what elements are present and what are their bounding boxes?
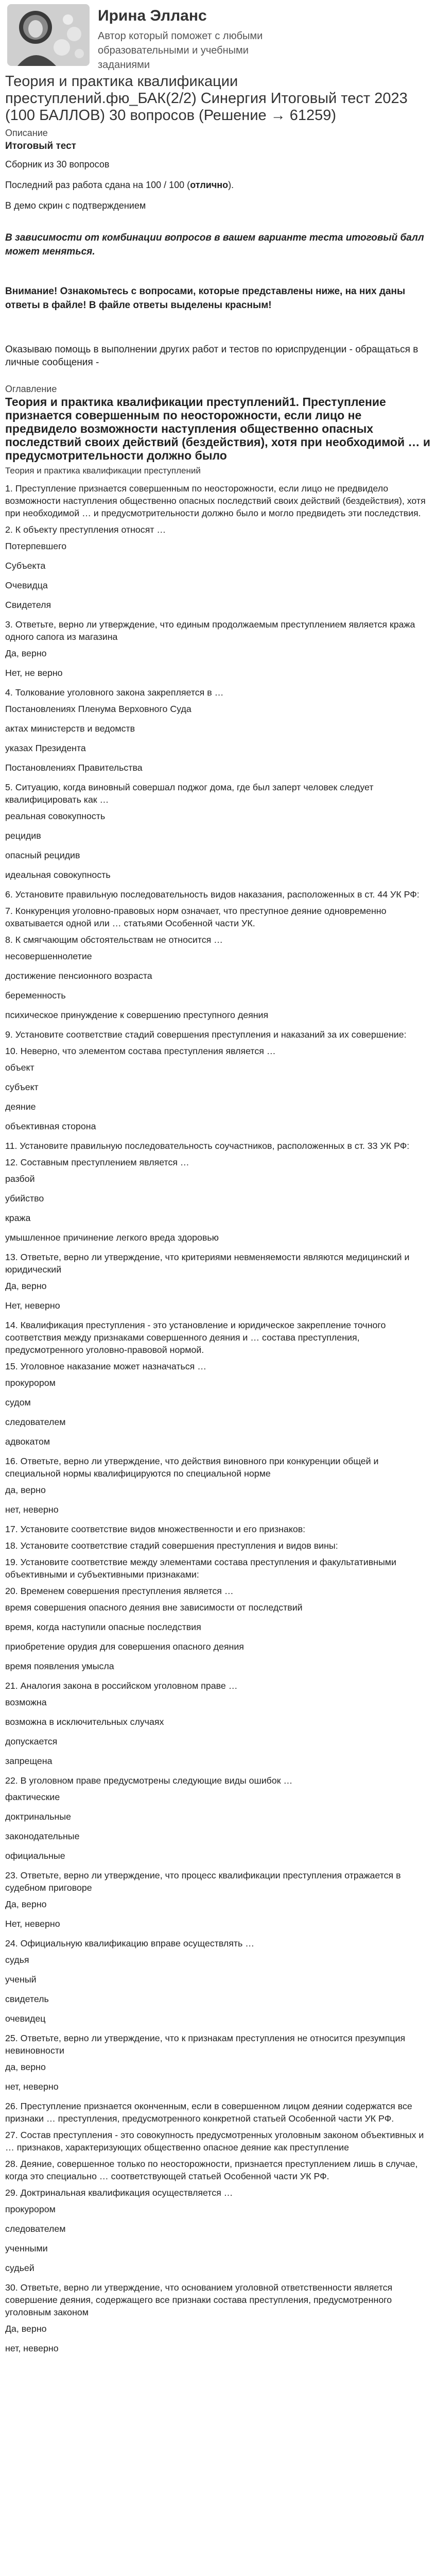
- document-content: [0, 73, 436, 2354]
- answer-option: Свидетеля: [5, 600, 51, 610]
- question-text: 29. Доктринальная квалификация осуществляется …: [5, 2188, 233, 2198]
- answer-option: Да, верно: [5, 648, 47, 658]
- last-pass-prefix: Последний раз работа сдана на 100 / 100 (: [5, 180, 190, 190]
- question-text: 27. Состав преступления - это совокупность предусмотренных уголовным законом объективных и … признаков, характеризующих общественно опасное деяние как преступление: [5, 2130, 424, 2153]
- answer-option: Постановлениях Правительства: [5, 762, 143, 773]
- last-pass-suffix: ).: [228, 180, 234, 190]
- answer-option: доктринальные: [5, 1811, 72, 1822]
- main-heading: Теория и практика квалификации преступлений1. Преступление признается совершенным по неосторожности, если лицо не предвидело возможности наступления общественно опасных последствий своих действий (бездействия), хотя при необходимой … и предусмотрительности должно было: [5, 395, 431, 462]
- answer-option: Нет, неверно: [5, 1919, 60, 1929]
- question-text: 30. Ответьте, верно ли утверждение, что основанием уголовной ответственности является совершение деяния, содержащего все признаки состава преступления, предусмотренного уголовным законом: [5, 2282, 393, 2317]
- question-text: 9. Установите соответствие стадий совершения преступления и наказаний за их совершение:: [5, 1029, 407, 1040]
- answer-option: свидетель: [5, 1994, 49, 2004]
- answer-option: Да, верно: [5, 1281, 47, 1291]
- answer-option: адвокатом: [5, 1436, 50, 1447]
- description-label: Описание: [5, 128, 48, 138]
- answer-option: деяние: [5, 1101, 36, 1112]
- question-text: 14. Квалификация преступления - это установление и юридическое закрепление точного соответствия между признаками совершенного деяния и … состава преступления, предусмотренного уголовно-правовой нормой.: [5, 1320, 386, 1355]
- test-name: Итоговый тест: [5, 141, 76, 151]
- answer-option: объективная сторона: [5, 1121, 96, 1131]
- answer-option: опасный рецидив: [5, 850, 80, 860]
- answer-option: кража: [5, 1213, 31, 1223]
- answer-option: субъект: [5, 1082, 39, 1092]
- question-text: 17. Установите соответствие видов множественности и его признаков:: [5, 1524, 306, 1534]
- author-avatar[interactable]: [7, 4, 90, 66]
- answer-option: время появления умысла: [5, 1661, 114, 1671]
- answer-option: судом: [5, 1397, 31, 1408]
- toc-label: Оглавление: [5, 384, 57, 394]
- answer-option: Да, верно: [5, 2324, 47, 2334]
- answer-option: актах министерств и ведомств: [5, 723, 135, 734]
- answer-option: прокурором: [5, 2204, 56, 2214]
- answer-option: Постановлениях Пленума Верховного Суда: [5, 704, 191, 714]
- score-warning: В зависимости от комбинации вопросов в вашем варианте теста итоговый балл может меняться.: [5, 232, 424, 257]
- question-list: [5, 482, 431, 2354]
- question-text: 24. Официальную квалификацию вправе осуществлять …: [5, 1938, 255, 1948]
- question-text: 22. В уголовном праве предусмотрены следующие виды ошибок …: [5, 1775, 293, 1786]
- answer-option: разбой: [5, 1174, 35, 1184]
- question-text: 20. Временем совершения преступления является …: [5, 1586, 234, 1596]
- answer-option: рецидив: [5, 831, 41, 841]
- question-text: 16. Ответьте, верно ли утверждение, что действия виновного при конкуренции общей и специальной нормы квалифицируются по специальной норме: [5, 1456, 379, 1479]
- answer-option: ученый: [5, 1974, 37, 1985]
- answer-option: судьей: [5, 2263, 34, 2273]
- question-text: 8. К смягчающим обстоятельствам не относится …: [5, 935, 223, 945]
- answer-option: время, когда наступили опасные последствия: [5, 1622, 201, 1632]
- question-text: 26. Преступление признается оконченным, если в совершенном лицом деянии содержатся все признаки … преступления, предусмотренного конкретной статьей Особенной части УК РФ.: [5, 2101, 412, 2124]
- document-title: Теория и практика квалификации преступлений.фю_БАК(2/2) Синергия Итоговый тест 2023 (100 БАЛЛОВ) 30 вопросов (Решение → 61259): [5, 73, 408, 124]
- question-text: 15. Уголовное наказание может назначаться …: [5, 1361, 206, 1371]
- question-text: 11. Установите правильную последовательность соучастников, расположенных в ст. 33 УК РФ:: [5, 1141, 410, 1151]
- answer-option: допускается: [5, 1736, 58, 1747]
- answer-option: время совершения опасного деяния вне зависимости от последствий: [5, 1602, 303, 1613]
- answer-option: несовершеннолетие: [5, 951, 92, 961]
- question-text: 7. Конкуренция уголовно-правовых норм означает, что преступное деяние одновременно охватывается одной или … статьями Особенной части УК.: [5, 906, 387, 928]
- answer-option: ученными: [5, 2243, 48, 2253]
- answer-option: следователем: [5, 2224, 66, 2234]
- answer-option: нет, неверно: [5, 2081, 59, 2092]
- answer-option: Субъекта: [5, 561, 46, 571]
- answer-option: психическое принуждение к совершению преступного деяния: [5, 1010, 269, 1020]
- answer-option: запрещена: [5, 1756, 53, 1766]
- answer-option: следователем: [5, 1417, 66, 1427]
- question-text: 25. Ответьте, верно ли утверждение, что к признакам преступления не относится презумпция невиновности: [5, 2033, 406, 2056]
- answer-option: да, верно: [5, 1485, 46, 1495]
- question-text: 28. Деяние, совершенное только по неосторожности, признается преступлением лишь в случае, когда это специально … соответствующей статьей Особенной части УК РФ.: [5, 2159, 418, 2181]
- answer-option: Нет, не верно: [5, 668, 63, 678]
- question-text: 3. Ответьте, верно ли утверждение, что единым продолжаемым преступлением является кража одного сапога из магазина: [5, 619, 415, 642]
- section-subtitle: Теория и практика квалификации преступлений: [5, 466, 201, 476]
- question-text: 2. К объекту преступления относят …: [5, 524, 166, 535]
- answer-option: беременность: [5, 990, 66, 1001]
- answer-option: Нет, неверно: [5, 1300, 60, 1311]
- answer-option: прокурором: [5, 1378, 56, 1388]
- question-text: 19. Установите соответствие между элементами состава преступления и факультативными объективными и субъективными признаками:: [5, 1557, 396, 1580]
- answer-option: умышленное причинение легкого вреда здоровью: [5, 1232, 219, 1243]
- question-text: 23. Ответьте, верно ли утверждение, что процесс квалификации преступления отражается в судебном приговоре: [5, 1870, 401, 1893]
- avatar-photo-icon: [7, 4, 90, 66]
- answer-option: официальные: [5, 1851, 65, 1861]
- answer-option: нет, неверно: [5, 1504, 59, 1515]
- answer-option: указах Президента: [5, 743, 86, 753]
- answer-option: законодательные: [5, 1831, 80, 1841]
- question-text: 1. Преступление признается совершенным по неосторожности, если лицо не предвидело возможности наступления общественно опасных последствий своих действий (бездействия), хотя при необходимой … и предусмотрительности должно было и могло предвидеть эти последствия.: [5, 483, 426, 518]
- answer-option: возможна: [5, 1697, 47, 1707]
- question-text: 5. Ситуацию, когда виновный совершал поджог дома, где был заперт человек следует квалифицировать как …: [5, 782, 374, 805]
- answer-option: приобретение орудия для совершения опасного деяния: [5, 1641, 244, 1652]
- help-offer: Оказываю помощь в выполнении других работ и тестов по юриспруденции - обращаться в личные сообщения -: [5, 344, 418, 368]
- answer-option: Очевидца: [5, 580, 48, 590]
- author-header: [0, 0, 436, 72]
- attention-notice: Внимание! Ознакомьтесь с вопросами, которые представлены ниже, на них даны ответы в файле! В файле ответы выделены красным!: [5, 286, 406, 311]
- answer-option: очевидец: [5, 2013, 46, 2024]
- last-pass-grade: отлично: [190, 180, 229, 190]
- answer-option: объект: [5, 1062, 34, 1073]
- question-text: 13. Ответьте, верно ли утверждение, что критериями невменяемости являются медицинский и юридический: [5, 1252, 410, 1275]
- question-text: 21. Аналогия закона в российском уголовном праве …: [5, 1681, 238, 1691]
- answer-option: Да, верно: [5, 1899, 47, 1909]
- author-name[interactable]: Ирина Элланс: [98, 7, 207, 24]
- answer-option: Потерпевшего: [5, 541, 67, 551]
- answer-option: судья: [5, 1955, 29, 1965]
- answer-option: идеальная совокупность: [5, 870, 111, 880]
- answer-option: фактические: [5, 1792, 60, 1802]
- answer-option: нет, неверно: [5, 2343, 59, 2353]
- last-pass-info: [5, 179, 431, 192]
- demo-note: В демо скрин с подтверждением: [5, 200, 146, 211]
- answer-option: достижение пенсионного возраста: [5, 971, 152, 981]
- question-text: 4. Толкование уголовного закона закрепляется в …: [5, 687, 224, 698]
- answer-option: возможна в исключительных случаях: [5, 1717, 164, 1727]
- question-text: 18. Установите соответствие стадий совершения преступления и видов вины:: [5, 1540, 338, 1551]
- author-description: Автор который поможет с любыми образовательными и учебными заданиями: [98, 30, 263, 71]
- answer-option: да, верно: [5, 2062, 46, 2072]
- question-text: 10. Неверно, что элементом состава преступления является …: [5, 1046, 276, 1056]
- answer-option: реальная совокупность: [5, 811, 106, 821]
- answer-option: убийство: [5, 1193, 44, 1204]
- question-text: 6. Установите правильную последовательность видов наказания, расположенных в ст. 44 УК РФ:: [5, 889, 420, 900]
- question-text: 12. Составным преступлением является …: [5, 1157, 189, 1167]
- collection-info: Сборник из 30 вопросов: [5, 159, 110, 170]
